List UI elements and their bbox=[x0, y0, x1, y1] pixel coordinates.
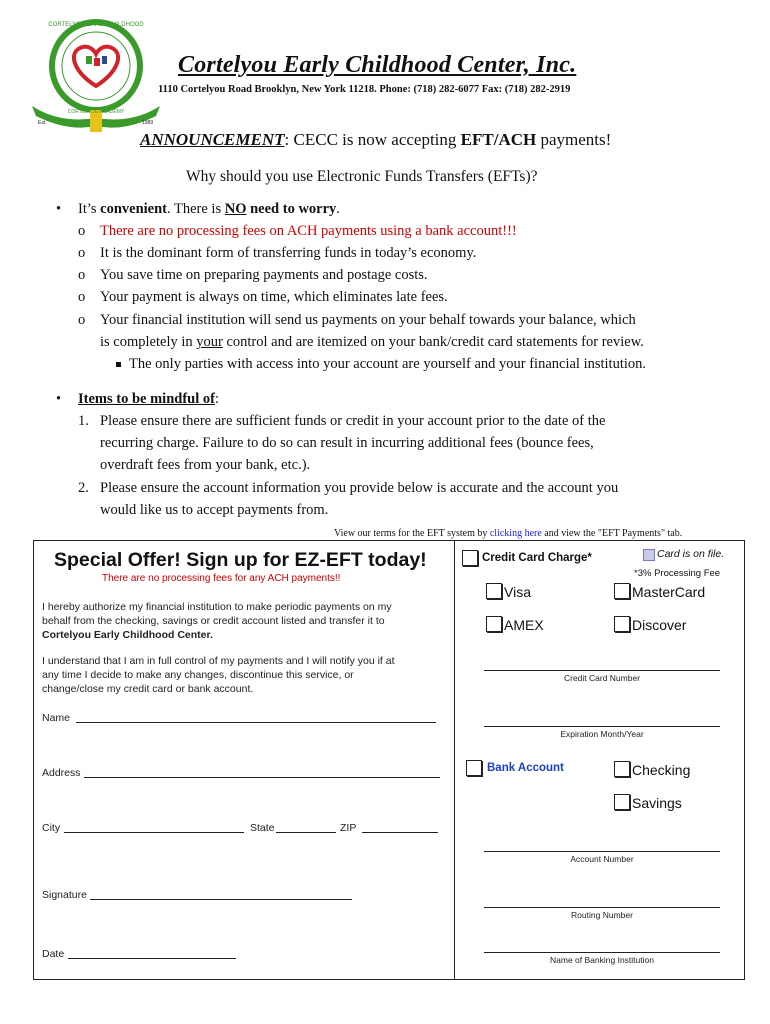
address-label: Address bbox=[42, 767, 81, 779]
bullet-dot: • bbox=[56, 201, 62, 217]
zip-field[interactable] bbox=[362, 832, 438, 833]
mindful-number: 1. bbox=[78, 413, 89, 429]
offer-subtitle: There are no processing fees for any ACH payments!! bbox=[102, 573, 341, 584]
routing-number-field[interactable] bbox=[484, 907, 720, 908]
mindful-line: would like us to accept payments from. bbox=[100, 502, 329, 518]
bank-account-label: Bank Account bbox=[487, 762, 564, 774]
city-label: City bbox=[42, 822, 61, 834]
announcement-text: : CECC is now accepting bbox=[284, 130, 461, 149]
zip-label: ZIP bbox=[340, 822, 357, 834]
checking-checkbox[interactable] bbox=[614, 761, 630, 777]
expiration-field[interactable] bbox=[484, 726, 720, 727]
account-number-caption: Account Number bbox=[570, 854, 634, 864]
mindful-heading: Items to be mindful of: bbox=[78, 391, 219, 407]
state-field[interactable] bbox=[276, 832, 336, 833]
name-field[interactable] bbox=[76, 722, 436, 723]
org-name: Cortelyou Early Childhood Center, Inc. bbox=[178, 52, 577, 78]
svg-text:CORTELYOU EARLY CHILDHOOD: CORTELYOU EARLY CHILDHOOD bbox=[48, 22, 144, 28]
visa-checkbox[interactable] bbox=[486, 583, 502, 599]
benefit-item: Your payment is always on time, which eliminates late fees. bbox=[100, 289, 448, 305]
discover-label: Discover bbox=[632, 617, 687, 633]
processing-fee-note: *3% Processing Fee bbox=[634, 568, 721, 579]
announcement-eft-ach: EFT/ACH bbox=[460, 130, 537, 149]
visa-label: Visa bbox=[504, 584, 531, 600]
mindful-line: Please ensure there are sufficient funds or credit in your account prior to the date of the bbox=[100, 413, 606, 429]
benefit-marker: o bbox=[78, 267, 86, 283]
square-bullet-icon bbox=[116, 362, 121, 367]
signature-field[interactable] bbox=[90, 899, 352, 900]
savings-label: Savings bbox=[632, 795, 682, 811]
svg-text:Est.: Est. bbox=[38, 120, 47, 126]
convenient-bullet: It’s convenient. There is NO need to worry. bbox=[78, 201, 340, 217]
city-field[interactable] bbox=[64, 832, 244, 833]
svg-text:CORTELYOU ACADEMY: CORTELYOU ACADEMY bbox=[67, 109, 125, 115]
mastercard-label: MasterCard bbox=[632, 584, 706, 600]
form-divider bbox=[454, 540, 455, 980]
org-address: 1110 Cortelyou Road Brooklyn, New York 11218. Phone: (718) 282-6077 Fax: (718) 282-2919 bbox=[158, 84, 571, 95]
name-label: Name bbox=[42, 712, 71, 724]
account-number-field[interactable] bbox=[484, 851, 720, 852]
logo bbox=[24, 14, 164, 134]
benefit-item: You save time on preparing payments and postage costs. bbox=[100, 267, 428, 283]
checking-label: Checking bbox=[632, 762, 691, 778]
amex-label: AMEX bbox=[504, 617, 544, 633]
bank-name-field[interactable] bbox=[484, 952, 720, 953]
savings-checkbox[interactable] bbox=[614, 794, 630, 810]
card-on-file-checkbox[interactable] bbox=[643, 549, 655, 561]
benefit-marker: o bbox=[78, 245, 86, 261]
date-field[interactable] bbox=[68, 958, 236, 959]
offer-title: Special Offer! Sign up for EZ-EFT today! bbox=[54, 549, 427, 571]
sub-bullet: The only parties with access into your account are yourself and your financial institution. bbox=[116, 353, 646, 375]
cc-number-caption: Credit Card Number bbox=[563, 673, 641, 683]
announcement-text-end: payments! bbox=[536, 130, 612, 149]
bank-name-caption: Name of Banking Institution bbox=[550, 955, 654, 965]
benefit-item: Your financial institution will send us payments on your behalf towards your balance, which bbox=[100, 312, 636, 328]
state-label: State bbox=[250, 822, 275, 834]
mindful-line: recurring charge. Failure to do so can result in incurring additional fees (bounce fees, bbox=[100, 435, 594, 451]
benefit-marker: o bbox=[78, 223, 86, 239]
svg-text:1989: 1989 bbox=[142, 120, 154, 126]
amex-checkbox[interactable] bbox=[486, 616, 502, 632]
address-field[interactable] bbox=[84, 777, 440, 778]
signature-label: Signature bbox=[42, 889, 87, 901]
terms-note: View our terms for the EFT system by clicking here and view the "EFT Payments" tab. bbox=[334, 528, 683, 539]
discover-checkbox[interactable] bbox=[614, 616, 630, 632]
mindful-line: overdraft fees from your bank, etc.). bbox=[100, 457, 311, 473]
authorize-text: I hereby authorize my financial institution to make periodic payments on my behalf from the checking, savings or credit account listed and transfer it to Cortelyou Early Childhood Center. bbox=[42, 601, 392, 641]
mindful-number: 2. bbox=[78, 480, 89, 496]
mastercard-checkbox[interactable] bbox=[614, 583, 630, 599]
date-label: Date bbox=[42, 948, 65, 960]
announcement bbox=[140, 130, 611, 150]
credit-card-label: Credit Card Charge* bbox=[482, 552, 592, 564]
benefit-marker: o bbox=[78, 289, 86, 305]
announcement-label: ANNOUNCEMENT bbox=[140, 130, 285, 149]
mindful-line: Please ensure the account information you provide below is accurate and the account you bbox=[100, 480, 619, 496]
terms-link[interactable]: clicking here bbox=[489, 528, 542, 539]
expiration-caption: Expiration Month/Year bbox=[560, 729, 644, 739]
why-heading: Why should you use Electronic Funds Transfers (EFTs)? bbox=[186, 168, 538, 185]
control-text: I understand that I am in full control of my payments and I will notify you if at any time I decide to make any changes, discontinue this service, or change/close my credit card or bank account. bbox=[42, 655, 395, 695]
credit-card-checkbox[interactable] bbox=[462, 550, 478, 566]
bank-account-checkbox[interactable] bbox=[466, 760, 482, 776]
benefit-item: It is the dominant form of transferring funds in today’s economy. bbox=[100, 245, 477, 261]
benefit-marker: o bbox=[78, 312, 86, 328]
benefit-item-continued: is completely in your control and are itemized on your bank/credit card statements for review. bbox=[100, 334, 644, 350]
routing-number-caption: Routing Number bbox=[571, 910, 633, 920]
cc-number-field[interactable] bbox=[484, 670, 720, 671]
card-on-file-label: Card is on file. bbox=[657, 548, 725, 560]
bullet-dot: • bbox=[56, 391, 62, 407]
benefit-item: There are no processing fees on ACH payments using a bank account!!! bbox=[100, 223, 517, 239]
